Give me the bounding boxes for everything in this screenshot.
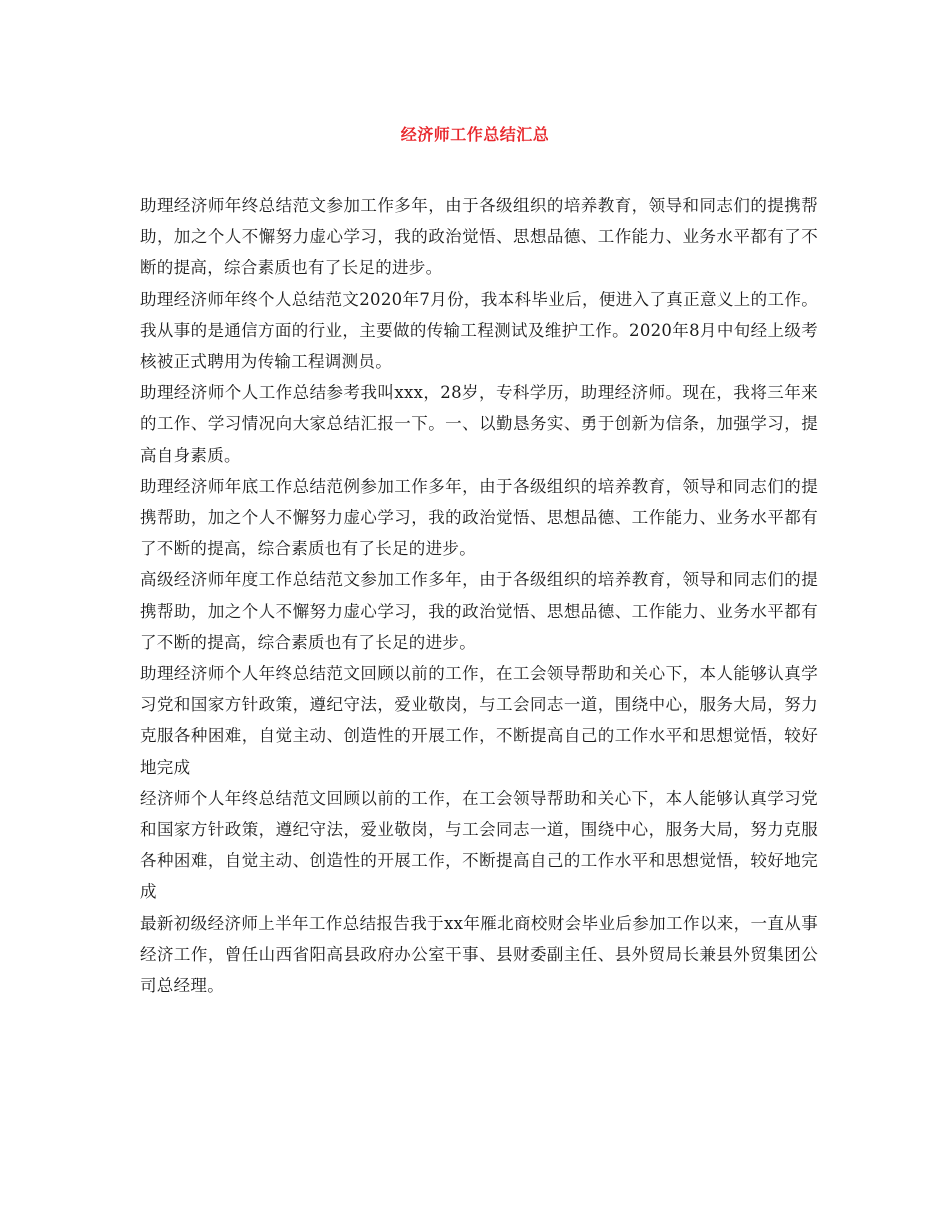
paragraph-6: 助理经济师个人年终总结范文回顾以前的工作，在工会领导帮助和关心下，本人能够认真学习党和国家方针政策，遵纪守法，爱业敬岗，与工会同志一道，围绕中心，服务大局，努力克服各种困难，自觉主动、创造性的开展工作，不断提高自己的工作水平和思想觉悟，较好地完成 — [140, 664, 818, 777]
paragraph-5: 高级经济师年度工作总结范文参加工作多年，由于各级组织的培养教育，领导和同志们的提携帮助，加之个人不懈努力虚心学习，我的政治觉悟、思想品德、工作能力、业务水平都有了不断的提高，综合素质也有了长足的进步。 — [140, 570, 818, 652]
document-body — [140, 190, 818, 1001]
document-title: 经济师工作总结汇总 — [400, 125, 550, 144]
paragraph-3: 助理经济师个人工作总结参考我叫xxx，28岁，专科学历，助理经济师。现在，我将三年来的工作、学习情况向大家总结汇报一下。一、以勤恳务实、勇于创新为信条，加强学习，提高自身素质。 — [140, 383, 818, 465]
paragraph-8: 最新初级经济师上半年工作总结报告我于xx年雁北商校财会毕业后参加工作以来，一直从事经济工作，曾任山西省阳高县政府办公室干事、县财委副主任、县外贸局长兼县外贸集团公司总经理。 — [140, 913, 818, 996]
paragraph-2: 助理经济师年终个人总结范文2020年7月份，我本科毕业后，便进入了真正意义上的工作。我从事的是通信方面的行业，主要做的传输工程测试及维护工作。2020年8月中旬经上级考核被正式聘用为传输工程调测员。 — [140, 289, 818, 372]
paragraph-7: 经济师个人年终总结范文回顾以前的工作，在工会领导帮助和关心下，本人能够认真学习党和国家方针政策，遵纪守法，爱业敬岗，与工会同志一道，围绕中心，服务大局，努力克服各种困难，自觉主动、创造性的开展工作，不断提高自己的工作水平和思想觉悟，较好地完成 — [140, 788, 818, 902]
paragraph-1: 助理经济师年终总结范文参加工作多年，由于各级组织的培养教育，领导和同志们的提携帮助，加之个人不懈努力虚心学习，我的政治觉悟、思想品德、工作能力、业务水平都有了不断的提高，综合素质也有了长足的进步。 — [140, 196, 818, 278]
paragraph-4: 助理经济师年底工作总结范例参加工作多年，由于各级组织的培养教育，领导和同志们的提携帮助，加之个人不懈努力虚心学习，我的政治觉悟、思想品德、工作能力、业务水平都有了不断的提高，综合素质也有了长足的进步。 — [140, 476, 818, 559]
